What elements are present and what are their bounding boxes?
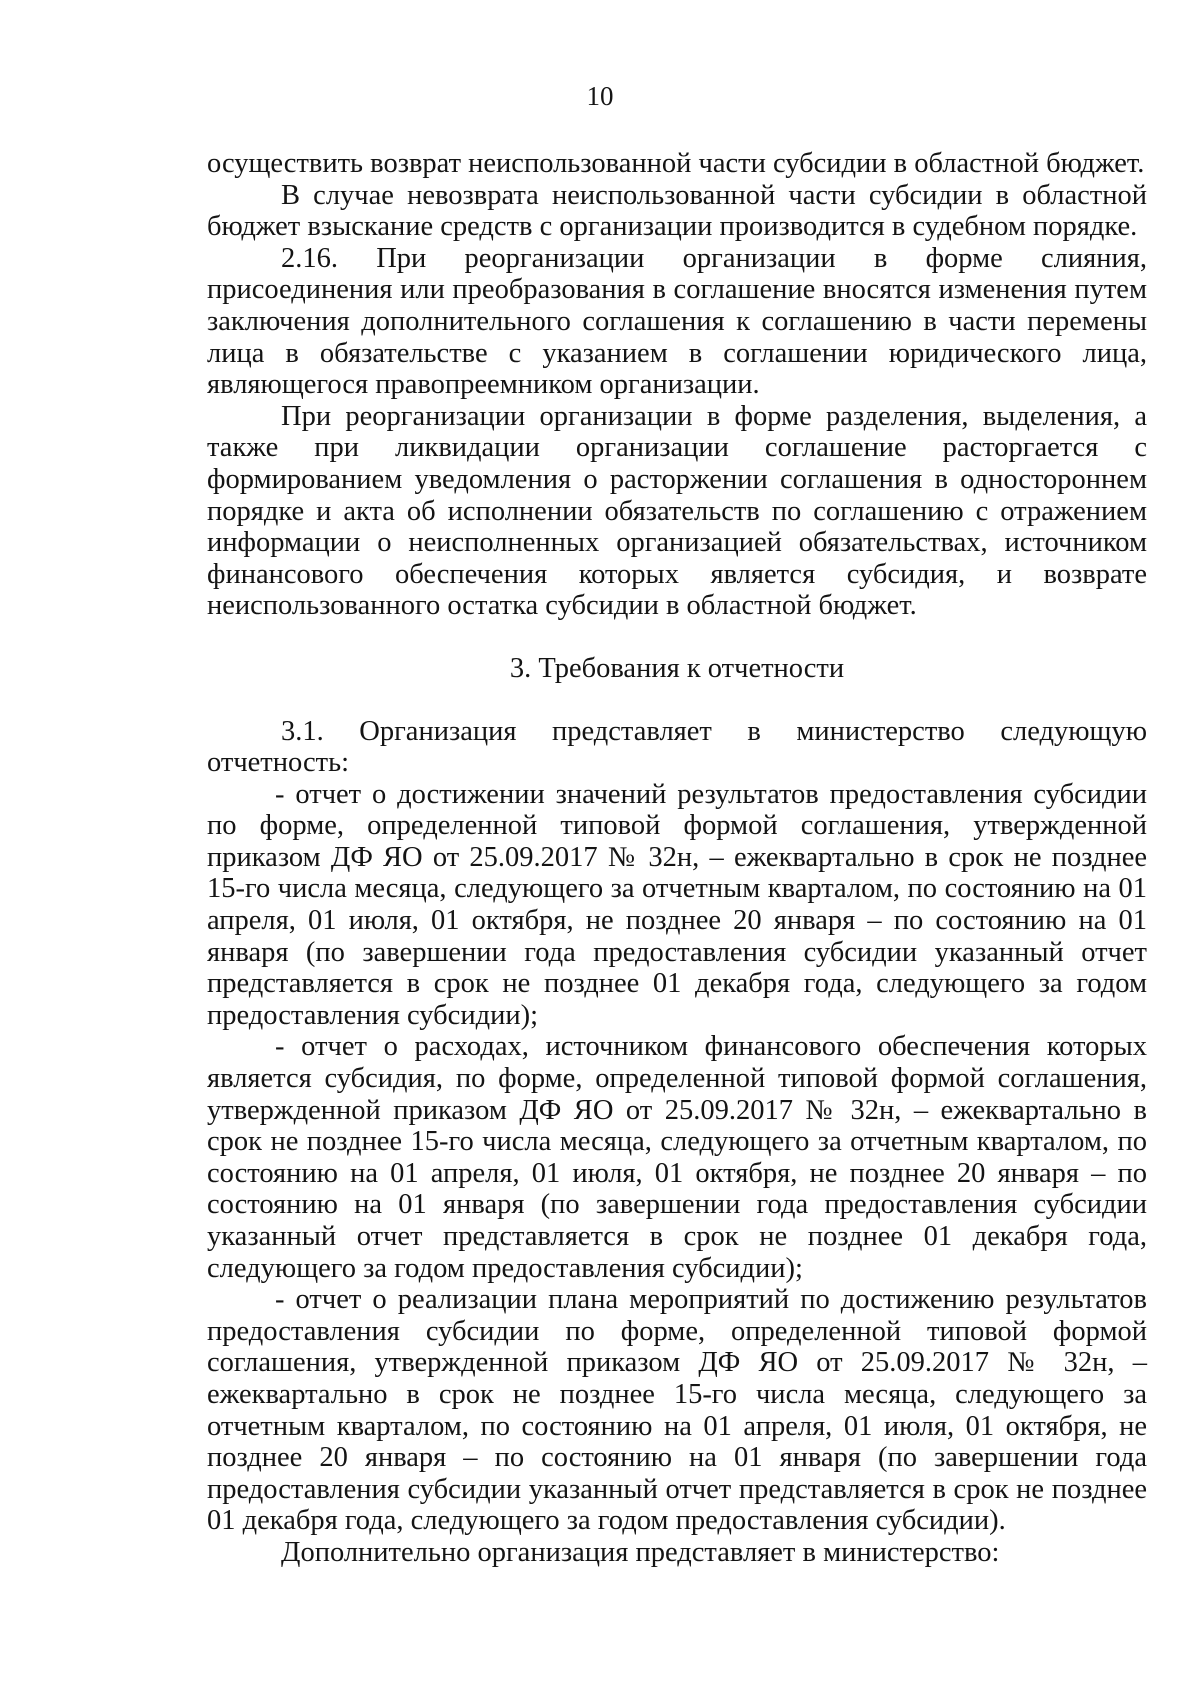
list-item-action-plan-report: - отчет о реализации плана мероприятий по достижению результатов предоставления субсидии по форме, определенной типовой формой соглашения, утвержденной приказом ДФ ЯО от 25.09.2017 № 32н, – ежеквартально в срок не позднее 15-го числа месяца, следующего за отчетным кварталом, по состоянию на 01 апреля, 01 июля, 01 октября, не позднее 20 января – по состоянию на 01 января (по завершении года предоставления субсидии указанный отчет представляется в срок не позднее 01 декабря года, следующего за годом предоставления субсидии). xyxy=(207,1284,1147,1537)
list-item-expenses-report: - отчет о расходах, источником финансового обеспечения которых является субсидия, по форме, определенной типовой формой соглашения, утвержденной приказом ДФ ЯО от 25.09.2017 № 32н, – ежеквартально в срок не позднее 15-го числа месяца, следующего за отчетным кварталом, по состоянию на 01 апреля, 01 июля, 01 октября, не позднее 20 января – по состоянию на 01 января (по завершении года предоставления субсидии указанный отчет представляется в срок не позднее 01 декабря года, следующего за годом предоставления субсидии); xyxy=(207,1031,1147,1284)
paragraph-non-return-recovery: В случае невозврата неиспользованной части субсидии в областной бюджет взыскание средств с организации производится в судебном порядке. xyxy=(207,179,1147,243)
paragraph-2-16-reorganization: 2.16. При реорганизации организации в форме слияния, присоединения или преобразования в соглашение вносятся изменения путем заключения дополнительного соглашения к соглашению в части перемены лица в обязательстве с указанием в соглашении юридического лица, являющегося правопреемником организации. xyxy=(207,242,1147,401)
paragraph-reorganization-termination: При реорганизации организации в форме разделения, выделения, а также при ликвидации организации соглашение расторгается с формированием уведомления о расторжении соглашения в одностороннем порядке и акта об исполнении обязательств по соглашению с отражением информации о неисполненных организацией обязательствах, источником финансового обеспечения которых является субсидия, и возврате неиспользованного остатка субсидии в областной бюджет. xyxy=(207,400,1147,622)
paragraph-return-unused-subsidy: осуществить возврат неиспользованной части субсидии в областной бюджет. xyxy=(207,148,1145,179)
section-heading-reporting-requirements: 3. Требования к отчетности xyxy=(509,652,845,684)
list-item-results-report: - отчет о достижении значений результатов предоставления субсидии по форме, определенной типовой формой соглашения, утвержденной приказом ДФ ЯО от 25.09.2017 № 32н, – ежеквартально в срок не позднее 15-го числа месяца, следующего за отчетным кварталом, по состоянию на 01 апреля, 01 июля, 01 октября, не позднее 20 января – по состоянию на 01 января (по завершении года предоставления субсидии указанный отчет представляется в срок не позднее 01 декабря года, следующего за годом предоставления субсидии); xyxy=(207,778,1147,1031)
paragraph-additional-reporting: Дополнительно организация представляет в министерство: xyxy=(281,1536,1000,1568)
paragraph-3-1-reporting: 3.1. Организация представляет в министерство следующую отчетность: xyxy=(207,715,1147,779)
page-number: 10 xyxy=(586,81,614,111)
document-body xyxy=(207,148,1147,1569)
